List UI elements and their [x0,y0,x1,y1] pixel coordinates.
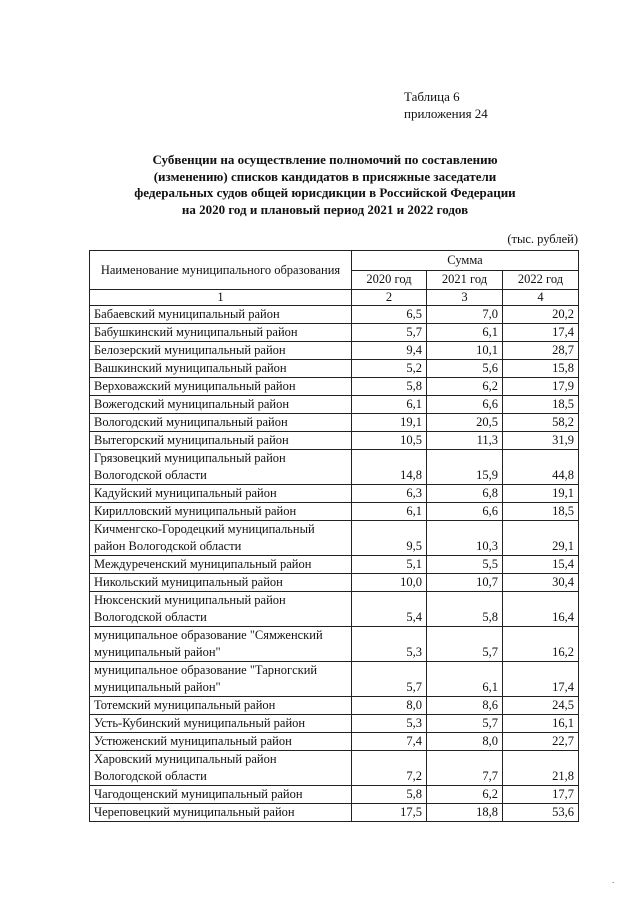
table-row [90,342,579,360]
title-line: федеральных судов общей юрисдикции в Российской Федерации [134,185,516,200]
municipality-name: Вожегодский муниципальный район [90,396,352,414]
column-header-year: 2022 год [503,270,579,290]
amount-cell: 6,3 [352,485,427,503]
amount-cell: 5,8 [352,786,427,804]
amount-cell: 29,1 [503,521,579,556]
column-index: 3 [427,290,503,306]
table-row [90,804,579,822]
amount-cell: 9,5 [352,521,427,556]
amount-cell: 6,1 [427,662,503,697]
amount-cell: 19,1 [503,485,579,503]
municipality-name: Кадуйский муниципальный район [90,485,352,503]
amount-cell: 7,7 [427,751,503,786]
column-header-name: Наименование муниципального образования [90,251,352,290]
amount-cell: 8,0 [427,733,503,751]
amount-cell: 5,7 [427,627,503,662]
amount-cell: 10,0 [352,574,427,592]
title-line: (изменению) списков кандидатов в присяжные заседатели [153,168,497,184]
municipality-name: Бабаевский муниципальный район [90,306,352,324]
table-row [90,592,579,627]
column-index: 1 [90,290,352,306]
municipality-name: Вашкинский муниципальный район [90,360,352,378]
municipality-name: Вологодский муниципальный район [90,414,352,432]
amount-cell: 5,4 [352,592,427,627]
amount-cell: 6,1 [352,503,427,521]
municipality-name: Кичменгско-Городецкий муниципальный район Вологодской области [90,521,352,556]
amount-cell: 10,7 [427,574,503,592]
table-row [90,662,579,697]
column-header-year: 2021 год [427,270,503,290]
amount-cell: 5,2 [352,360,427,378]
municipality-name: Грязовецкий муниципальный район Вологодской области [90,450,352,485]
table-row [90,786,579,804]
municipality-name: Чагодощенский муниципальный район [90,786,352,804]
amount-cell: 5,1 [352,556,427,574]
table-row [90,715,579,733]
amount-cell: 8,0 [352,697,427,715]
table-row [90,503,579,521]
amount-cell: 16,1 [503,715,579,733]
municipality-name: Кирилловский муниципальный район [90,503,352,521]
amount-cell: 5,3 [352,627,427,662]
amount-cell: 8,6 [427,697,503,715]
amount-cell: 5,8 [427,592,503,627]
amount-cell: 7,2 [352,751,427,786]
amount-cell: 15,9 [427,450,503,485]
amount-cell: 5,7 [352,324,427,342]
municipality-name: Устюженский муниципальный район [90,733,352,751]
table-row [90,414,579,432]
municipality-name: Тотемский муниципальный район [90,697,352,715]
amount-cell: 53,6 [503,804,579,822]
amount-cell: 17,5 [352,804,427,822]
amount-cell: 5,7 [427,715,503,733]
amount-cell: 5,8 [352,378,427,396]
amount-cell: 6,6 [427,503,503,521]
municipality-name: Усть-Кубинский муниципальный район [90,715,352,733]
amount-cell: 24,5 [503,697,579,715]
document-title [110,152,540,218]
municipality-name: муниципальное образование "Тарногский муниципальный район" [90,662,352,697]
amount-cell: 19,1 [352,414,427,432]
table-row [90,396,579,414]
amount-cell: 6,2 [427,378,503,396]
amount-cell: 6,2 [427,786,503,804]
amount-cell: 14,8 [352,450,427,485]
amount-cell: 10,1 [427,342,503,360]
table-row [90,697,579,715]
amount-cell: 17,9 [503,378,579,396]
table-row [90,450,579,485]
amount-cell: 7,4 [352,733,427,751]
table-row [90,556,579,574]
amount-cell: 21,8 [503,751,579,786]
amount-cell: 17,4 [503,662,579,697]
amount-cell: 20,5 [427,414,503,432]
amount-cell: 20,2 [503,306,579,324]
amount-cell: 18,5 [503,503,579,521]
amount-cell: 6,1 [352,396,427,414]
table-row [90,627,579,662]
column-header-year: 2020 год [352,270,427,290]
amount-cell: 6,8 [427,485,503,503]
amount-cell: 22,7 [503,733,579,751]
amount-cell: 5,6 [427,360,503,378]
amount-cell: 18,8 [427,804,503,822]
amount-cell: 17,7 [503,786,579,804]
amount-cell: 5,3 [352,715,427,733]
amount-cell: 5,7 [352,662,427,697]
municipality-name: муниципальное образование "Сямженский муниципальный район" [90,627,352,662]
amount-cell: 10,3 [427,521,503,556]
amount-cell: 18,5 [503,396,579,414]
amount-cell: 5,5 [427,556,503,574]
amount-cell: 10,5 [352,432,427,450]
title-line: Субвенции на осуществление полномочий по составлению [152,152,498,167]
amount-cell: 15,4 [503,556,579,574]
table-reference [404,88,488,122]
column-header-sum: Сумма [352,251,579,271]
table-row [90,306,579,324]
table-row [90,324,579,342]
amount-cell: 7,0 [427,306,503,324]
table-row [90,378,579,396]
municipality-name: Харовский муниципальный район Вологодской области [90,751,352,786]
subventions-table [89,250,579,822]
table-number: Таблица 6 [404,89,460,104]
amount-cell: 16,2 [503,627,579,662]
municipality-name: Никольский муниципальный район [90,574,352,592]
amount-cell: 6,1 [427,324,503,342]
page-mark: . [612,875,615,885]
amount-cell: 6,6 [427,396,503,414]
amount-cell: 44,8 [503,450,579,485]
column-index: 4 [503,290,579,306]
appendix-number: приложения 24 [404,106,488,121]
units-label: (тыс. рублей) [507,232,578,246]
municipality-name: Белозерский муниципальный район [90,342,352,360]
municipality-name: Вытегорский муниципальный район [90,432,352,450]
title-line: на 2020 год и плановый период 2021 и 2022 годов [181,201,469,217]
municipality-name: Междуреченский муниципальный район [90,556,352,574]
amount-cell: 9,4 [352,342,427,360]
column-index: 2 [352,290,427,306]
municipality-name: Череповецкий муниципальный район [90,804,352,822]
table-row [90,521,579,556]
amount-cell: 6,5 [352,306,427,324]
table-row [90,432,579,450]
amount-cell: 58,2 [503,414,579,432]
table-row [90,751,579,786]
amount-cell: 11,3 [427,432,503,450]
amount-cell: 17,4 [503,324,579,342]
amount-cell: 31,9 [503,432,579,450]
amount-cell: 28,7 [503,342,579,360]
municipality-name: Бабушкинский муниципальный район [90,324,352,342]
municipality-name: Нюксенский муниципальный район Вологодской области [90,592,352,627]
amount-cell: 30,4 [503,574,579,592]
table-row [90,733,579,751]
table-row [90,574,579,592]
municipality-name: Верховажский муниципальный район [90,378,352,396]
amount-cell: 15,8 [503,360,579,378]
table-row [90,485,579,503]
amount-cell: 16,4 [503,592,579,627]
table-row [90,360,579,378]
